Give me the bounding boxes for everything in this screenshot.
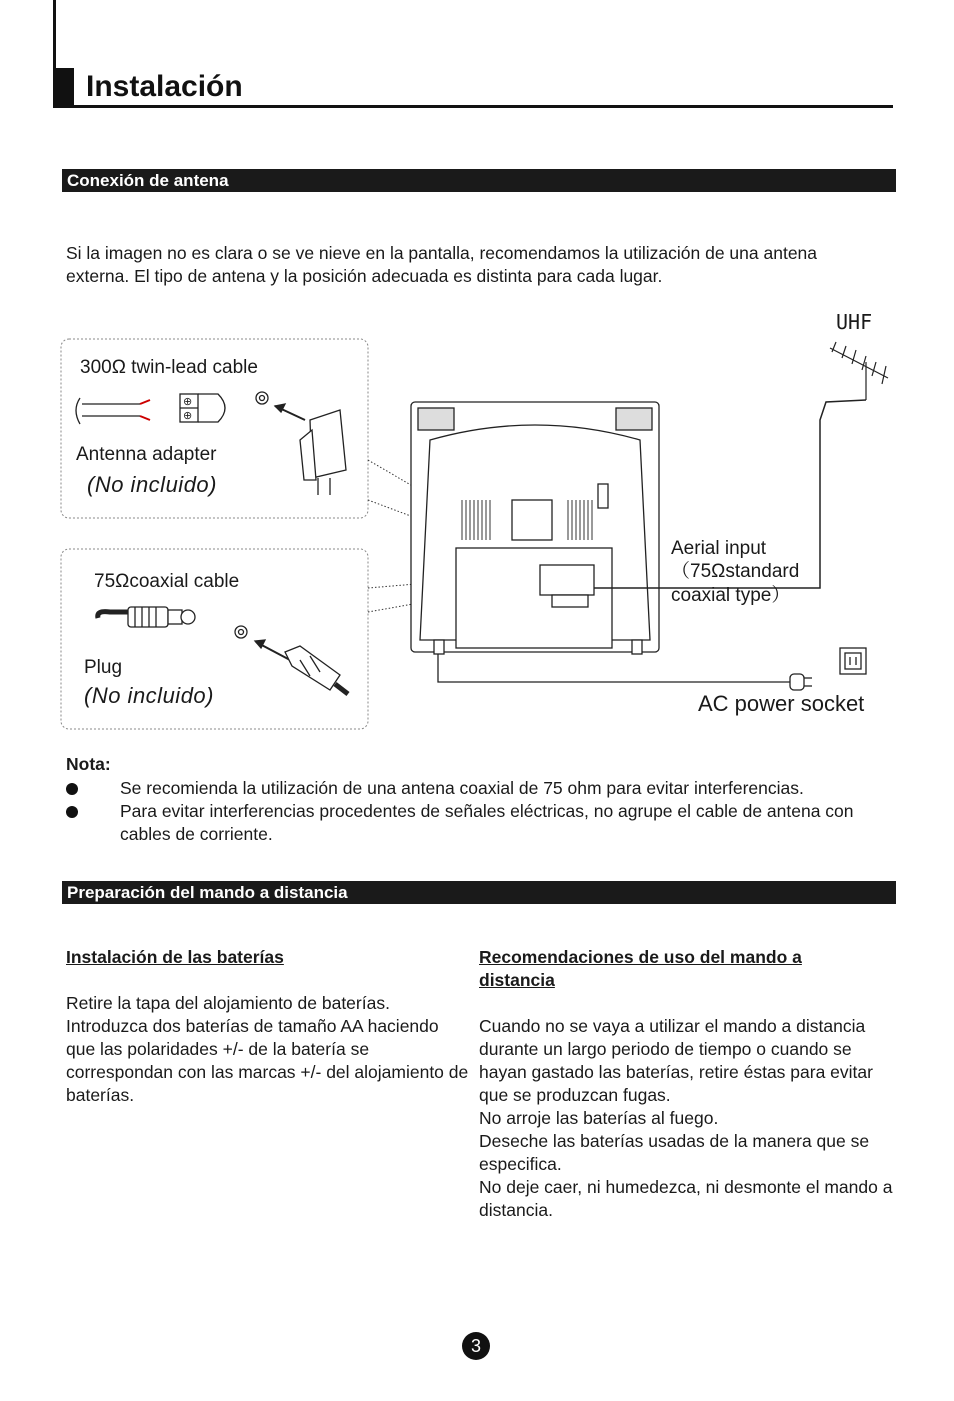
coaxial-cable-icon bbox=[98, 607, 195, 627]
batteries-heading: Instalación de las baterías bbox=[66, 947, 284, 967]
twin-lead-cable-icon bbox=[76, 394, 225, 424]
section-heading-remote: Preparación del mando a distancia bbox=[62, 881, 896, 904]
not-included-label-2: (No incluido) bbox=[84, 683, 214, 708]
bullet-icon bbox=[66, 806, 78, 818]
plug-label: Plug bbox=[84, 657, 123, 678]
plug-icon bbox=[235, 626, 348, 694]
power-cable-icon bbox=[438, 654, 812, 690]
aerial-input-type: coaxial type） bbox=[671, 585, 791, 606]
twin-lead-cable-label: 300Ω twin-lead cable bbox=[80, 357, 258, 378]
ac-socket-icon bbox=[840, 648, 866, 674]
remote-usage-heading: Recomendaciones de uso del mando a distancia bbox=[479, 947, 802, 990]
svg-text:⊕: ⊕ bbox=[183, 410, 193, 422]
not-included-label-1: (No incluido) bbox=[87, 472, 217, 497]
page-number: 3 bbox=[462, 1332, 490, 1360]
note-item bbox=[66, 800, 906, 848]
uhf-label: UHF bbox=[836, 310, 873, 334]
antenna-intro-text: Si la imagen no es clara o se ve nieve en la pantalla, recomendamos la utilización de una antena externa. El tipo de antena y la posición adecuada es distinta para cada lugar. bbox=[66, 243, 818, 286]
aerial-input-standard: （75Ωstandard bbox=[671, 561, 800, 582]
antenna-adapter-icon bbox=[256, 392, 346, 495]
note-item-text: Se recomienda la utilización de una antena coaxial de 75 ohm para evitar interferencias. bbox=[120, 778, 804, 798]
bullet-icon bbox=[66, 783, 78, 795]
coaxial-cable-label: 75Ωcoaxial cable bbox=[94, 571, 240, 592]
aerial-input-label: Aerial input bbox=[671, 538, 767, 559]
tv-rear-icon bbox=[411, 402, 659, 654]
antenna-adapter-label: Antenna adapter bbox=[76, 444, 217, 465]
ac-power-socket-label: AC power socket bbox=[698, 691, 865, 716]
svg-text:⊕: ⊕ bbox=[183, 396, 193, 408]
note-item-text: Para evitar interferencias procedentes de señales eléctricas, no agrupe el cable de antena con cables de corriente. bbox=[120, 801, 854, 844]
remote-usage-body: Cuando no se vaya a utilizar el mando a distancia durante un largo periodo de tiempo o cuando se hayan gastado las baterías, retire éstas para evitar que se produzcan fugas. No arroje las baterías al fuego. Deseche las baterías usadas de la manera que se especifica. No deje caer, ni humedezca, ni desmonte el mando a distancia. bbox=[479, 1016, 893, 1220]
title-underline bbox=[53, 105, 893, 108]
note-item bbox=[66, 777, 906, 801]
batteries-body: Retire la tapa del alojamiento de baterías. Introduzca dos baterías de tamaño AA haciendo que las polaridades +/- de la batería se correspondan con las marcas +/- del alojamiento de baterías. bbox=[66, 993, 469, 1105]
left-margin-rule bbox=[53, 0, 56, 70]
section-heading-antenna: Conexión de antena bbox=[62, 169, 896, 192]
title-marker-block bbox=[53, 68, 74, 105]
page-title: Instalación bbox=[86, 70, 243, 103]
note-title: Nota: bbox=[66, 754, 111, 774]
